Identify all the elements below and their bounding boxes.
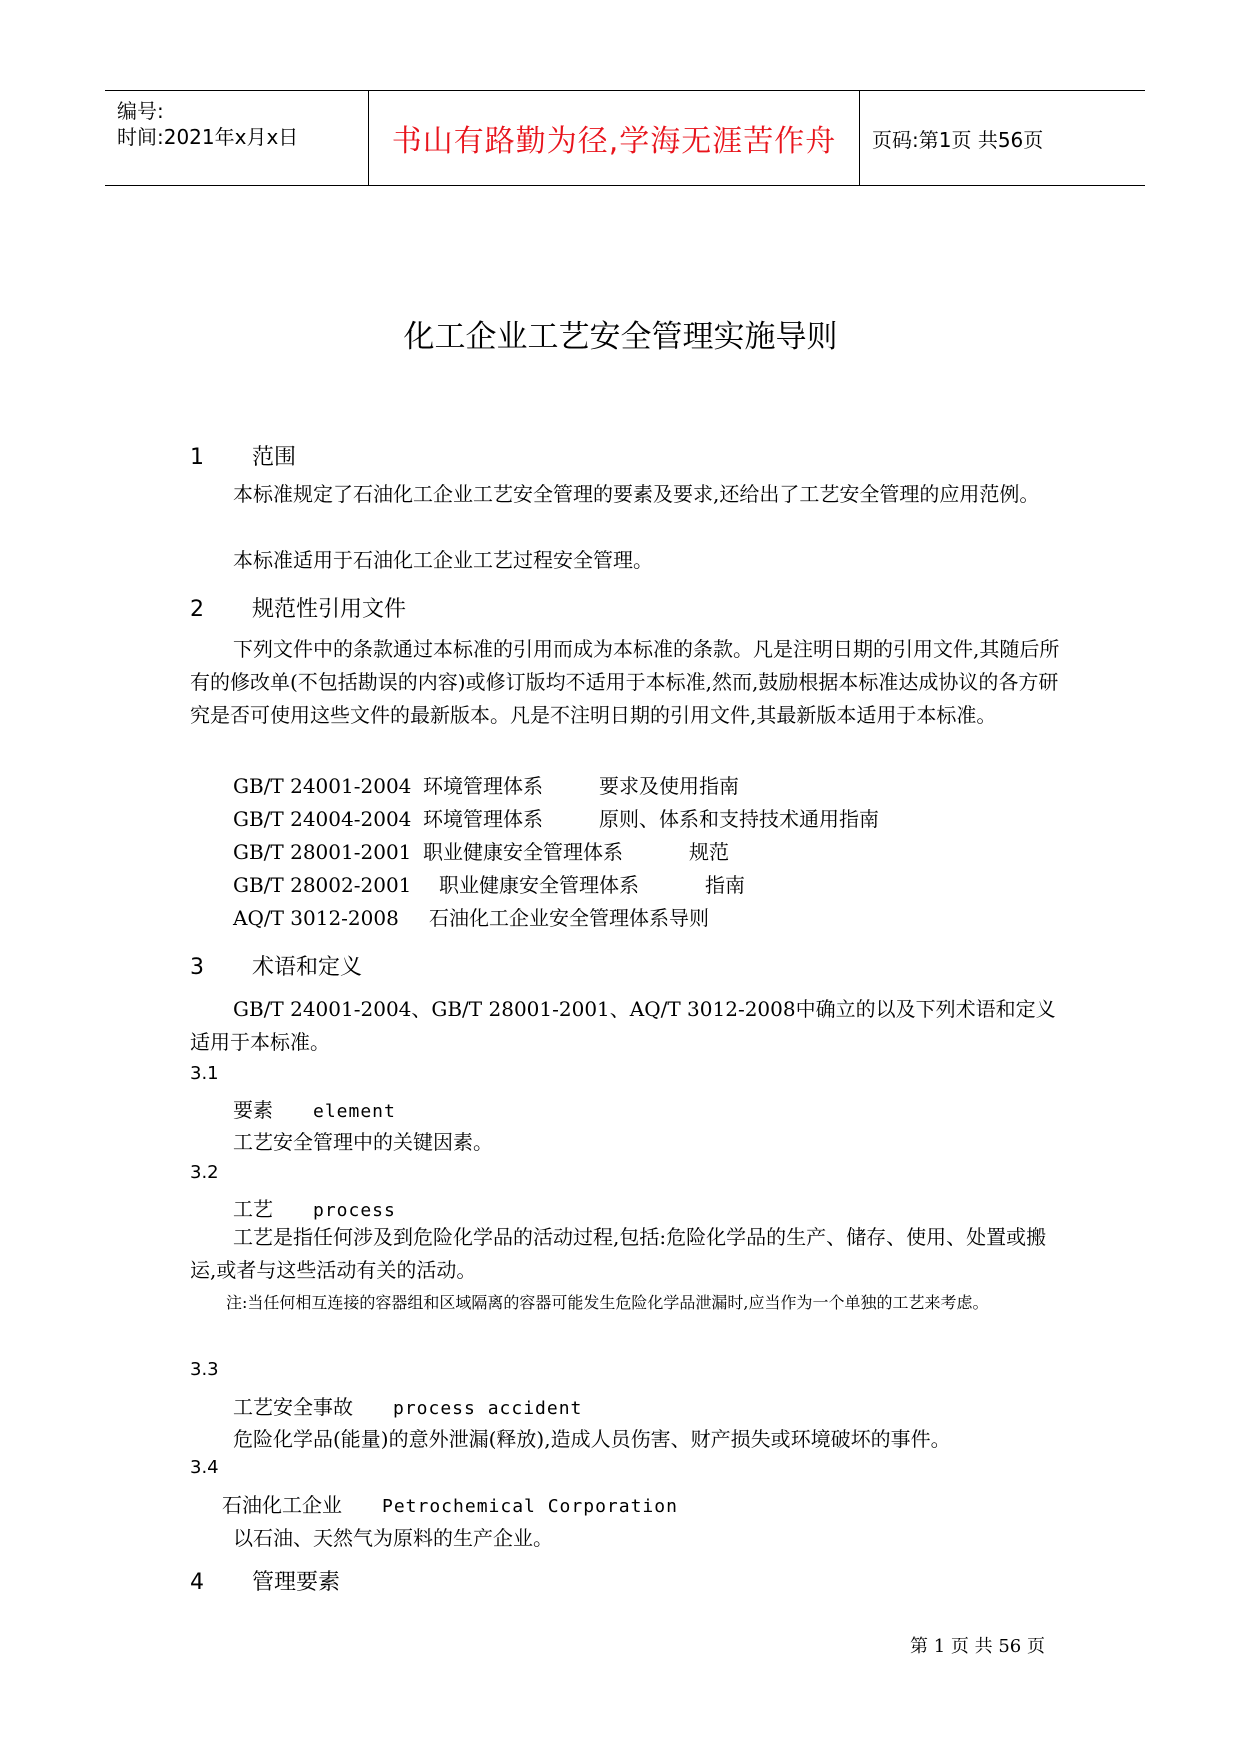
- document-title: 化工企业工艺安全管理实施导则: [403, 319, 838, 355]
- section-heading-3: [190, 950, 362, 981]
- term-entry: [233, 1094, 396, 1123]
- page-header: [105, 90, 1145, 186]
- section-title: 术语和定义: [252, 955, 363, 980]
- ref-code: AQ/T 3012-2008: [233, 906, 399, 930]
- paragraph: 本标准规定了石油化工企业工艺安全管理的要素及要求,还给出了工艺安全管理的应用范例。: [233, 482, 1040, 506]
- term-definition: 以石油、天然气为原料的生产企业。: [233, 1526, 553, 1550]
- header-motto-cell: [368, 91, 860, 185]
- ref-desc: 指南: [705, 873, 745, 897]
- section-title: 规范性引用文件: [252, 597, 407, 622]
- ref-code: GB/T 24004-2004: [233, 807, 412, 831]
- ref-code: GB/T 24001-2004: [233, 774, 412, 798]
- ref-name: 环境管理体系: [423, 807, 543, 831]
- reference-item: [233, 869, 745, 898]
- term-en: element: [313, 1101, 396, 1122]
- section-number: 4: [190, 1570, 204, 1595]
- term-zh: 工艺安全事故: [233, 1395, 353, 1419]
- section-title: 管理要素: [252, 1570, 341, 1595]
- reference-item: [233, 803, 879, 832]
- ref-desc: 要求及使用指南: [599, 774, 739, 798]
- page-number-label: 页码:第1页 共56页: [872, 127, 1044, 152]
- page-footer: 第 1 页 共 56 页: [910, 1636, 1045, 1657]
- term-zh: 要素: [233, 1098, 273, 1122]
- section-heading-2: [190, 592, 406, 623]
- header-info-cell: [105, 91, 368, 185]
- term-definition: 工艺是指任何涉及到危险化学品的活动过程,包括:危险化学品的生产、储存、使用、处置或搬运,或者与这些活动有关的活动。: [190, 1225, 1047, 1282]
- paragraph: 本标准适用于石油化工企业工艺过程安全管理。: [233, 548, 653, 572]
- term-zh: 石油化工企业: [222, 1493, 342, 1517]
- reference-item: [233, 770, 739, 799]
- term-note: 注:当任何相互连接的容器组和区域隔离的容器可能发生危险化学品泄漏时,应当作为一个单独的工艺来考虑。: [226, 1293, 989, 1312]
- paragraph: GB/T 24001-2004、GB/T 28001-2001、AQ/T 3012-2008中确立的以及下列术语和定义适用于本标准。: [190, 997, 1056, 1054]
- term-en: process accident: [393, 1398, 583, 1419]
- motto-text: 书山有路勤为径,学海无涯苦作舟: [391, 124, 837, 159]
- clause-number: 3.1: [190, 1063, 219, 1084]
- section-heading-1: [190, 440, 296, 471]
- ref-desc: 规范: [689, 840, 729, 864]
- term-definition: 工艺安全管理中的关键因素。: [233, 1130, 493, 1154]
- section-title: 范围: [252, 445, 297, 470]
- term-en: Petrochemical Corporation: [382, 1496, 678, 1517]
- ref-name: 职业健康安全管理体系: [439, 873, 639, 897]
- section-number: 1: [190, 445, 204, 470]
- term-entry: [233, 1391, 582, 1420]
- reference-item: [233, 836, 729, 865]
- term-zh: 工艺: [233, 1197, 273, 1221]
- reference-item: [233, 902, 709, 931]
- paragraph: 下列文件中的条款通过本标准的引用而成为本标准的条款。凡是注明日期的引用文件,其随后所有的修改单(不包括勘误的内容)或修订版均不适用于本标准,然而,鼓励根据本标准达成协议的各方研究是否可使用这些文件的最新版本。凡是不注明日期的引用文件,其最新版本适用于本标准。: [190, 637, 1060, 727]
- ref-code: GB/T 28001-2001: [233, 840, 412, 864]
- clause-number: 3.2: [190, 1162, 219, 1183]
- term-definition: 危险化学品(能量)的意外泄漏(释放),造成人员伤害、财产损失或环境破坏的事件。: [233, 1427, 951, 1451]
- doc-number-label: 编号:: [117, 99, 164, 123]
- ref-name: 环境管理体系: [423, 774, 543, 798]
- header-page-cell: [860, 91, 1145, 185]
- section-number: 3: [190, 955, 204, 980]
- section-heading-4: [190, 1565, 340, 1596]
- term-entry: [222, 1489, 678, 1518]
- ref-code: GB/T 28002-2001: [233, 873, 412, 897]
- term-entry: [233, 1193, 396, 1222]
- section-number: 2: [190, 597, 204, 622]
- clause-number: 3.4: [190, 1457, 219, 1478]
- ref-desc: 原则、体系和支持技术通用指南: [599, 807, 879, 831]
- doc-time-label: 时间:2021年x月x日: [117, 125, 299, 149]
- term-en: process: [313, 1200, 396, 1221]
- clause-number: 3.3: [190, 1359, 219, 1380]
- ref-name: 石油化工企业安全管理体系导则: [429, 906, 709, 930]
- ref-name: 职业健康安全管理体系: [423, 840, 623, 864]
